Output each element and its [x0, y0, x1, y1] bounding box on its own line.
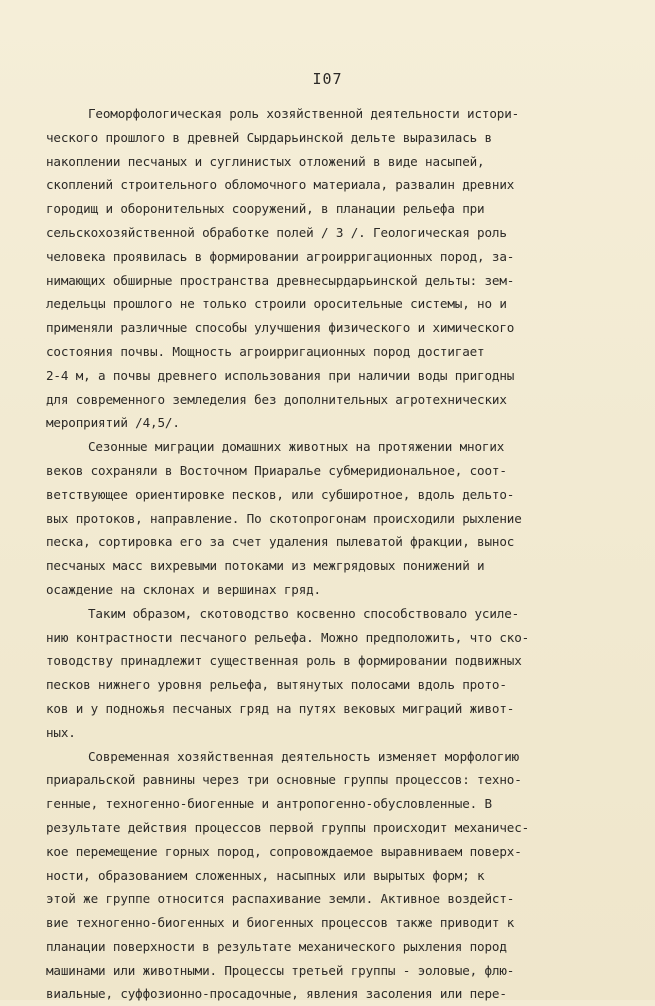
text-line: результате действия процессов первой группы происходит механичес- [46, 819, 530, 835]
text-line: накоплении песчаных и суглинистых отложений в виде насыпей, [46, 153, 485, 169]
text-line: применяли различные способы улучшения физического и химического [46, 320, 515, 336]
text-line: состояния почвы. Мощность агроирригационных пород достигает [46, 343, 485, 359]
text-line: нимающих обширные пространства древнесырдарьинской дельты: зем- [46, 272, 515, 288]
text-line: ных. [46, 724, 76, 740]
text-line: Таким образом, скотоводство косвенно способствовало усиле- [88, 605, 520, 621]
text-line: городищ и оборонительных сооружений, в планации рельефа при [46, 201, 485, 217]
text-line: веков сохраняли в Восточном Приаралье субмеридиональное, соот- [46, 462, 507, 478]
text-line: приаральской равнины через три основные группы процессов: техно- [46, 772, 522, 788]
text-line: ветствующее ориентировке песков, или субширотное, вдоль дельто- [46, 486, 515, 502]
text-line: скоплений строительного обломочного материала, развалин древних [46, 177, 515, 193]
text-line: вых протоков, направление. По скотопрогонам происходили рыхление [46, 510, 522, 526]
text-line: Современная хозяйственная деятельность изменяет морфологию [88, 748, 520, 764]
text-line: машинами или животными. Процессы третьей группы - эоловые, флю- [46, 962, 515, 978]
text-line: виальные, суффозионно-просадочные, явления засоления или пере- [46, 986, 507, 1002]
text-line: этой же группе относится распахивание земли. Активное воздейст- [46, 891, 515, 907]
text-line: вие техногенно-биогенных и биогенных процессов также приводит к [46, 915, 515, 931]
text-line: Сезонные миграции домашних животных на протяжении многих [88, 439, 505, 455]
text-line: нию контрастности песчаного рельефа. Можно предположить, что ско- [46, 629, 530, 645]
text-line: для современного земледелия без дополнительных агротехнических [46, 391, 507, 407]
paragraph-3 [46, 602, 606, 745]
text-line: генные, техногенно-биогенные и антропогенно-обусловленные. В [46, 796, 492, 812]
text-line: песка, сортировка его за счет удаления пылеватой фракции, вынос [46, 534, 515, 550]
text-line: ледельцы прошлого не только строили оросительные системы, но и [46, 296, 507, 312]
text-line: ков и у подножья песчаных гряд на путях вековых миграций живот- [46, 700, 515, 716]
text-line: человека проявилась в формировании агроирригационных пород, за- [46, 248, 515, 264]
text-line: сельскохозяйственной обработке полей / 3 /. Геологическая роль [46, 224, 507, 240]
text-line: песчаных масс вихревыми потоками из межгрядовых понижений и [46, 558, 485, 574]
text-line: 2-4 м, а почвы древнего использования при наличии воды пригодны [46, 367, 515, 383]
text-line: песков нижнего уровня рельефа, вытянутых полосами вдоль прото- [46, 677, 507, 693]
text-line: мероприятий /4,5/. [46, 415, 180, 431]
text-line: ческого прошлого в древней Сырдарьинской дельте выразилась в [46, 129, 492, 145]
paragraph-1 [46, 102, 606, 435]
paragraph-2 [46, 435, 606, 602]
text-line: кое перемещение горных пород, сопровождаемое выравниваем поверх- [46, 843, 522, 859]
paragraph-4 [46, 745, 606, 1006]
text-line: осаждение на склонах и вершинах гряд. [46, 581, 321, 597]
body-text [46, 102, 606, 1006]
text-line: ности, образованием сложенных, насыпных или вырытых форм; к [46, 867, 485, 883]
text-line: Геоморфологическая роль хозяйственной деятельности истори- [88, 106, 520, 121]
page-number: I07 [312, 70, 343, 88]
text-line: планации поверхности в результате механического рыхления пород [46, 938, 507, 954]
text-line: товодству принадлежит существенная роль в формировании подвижных [46, 653, 522, 669]
